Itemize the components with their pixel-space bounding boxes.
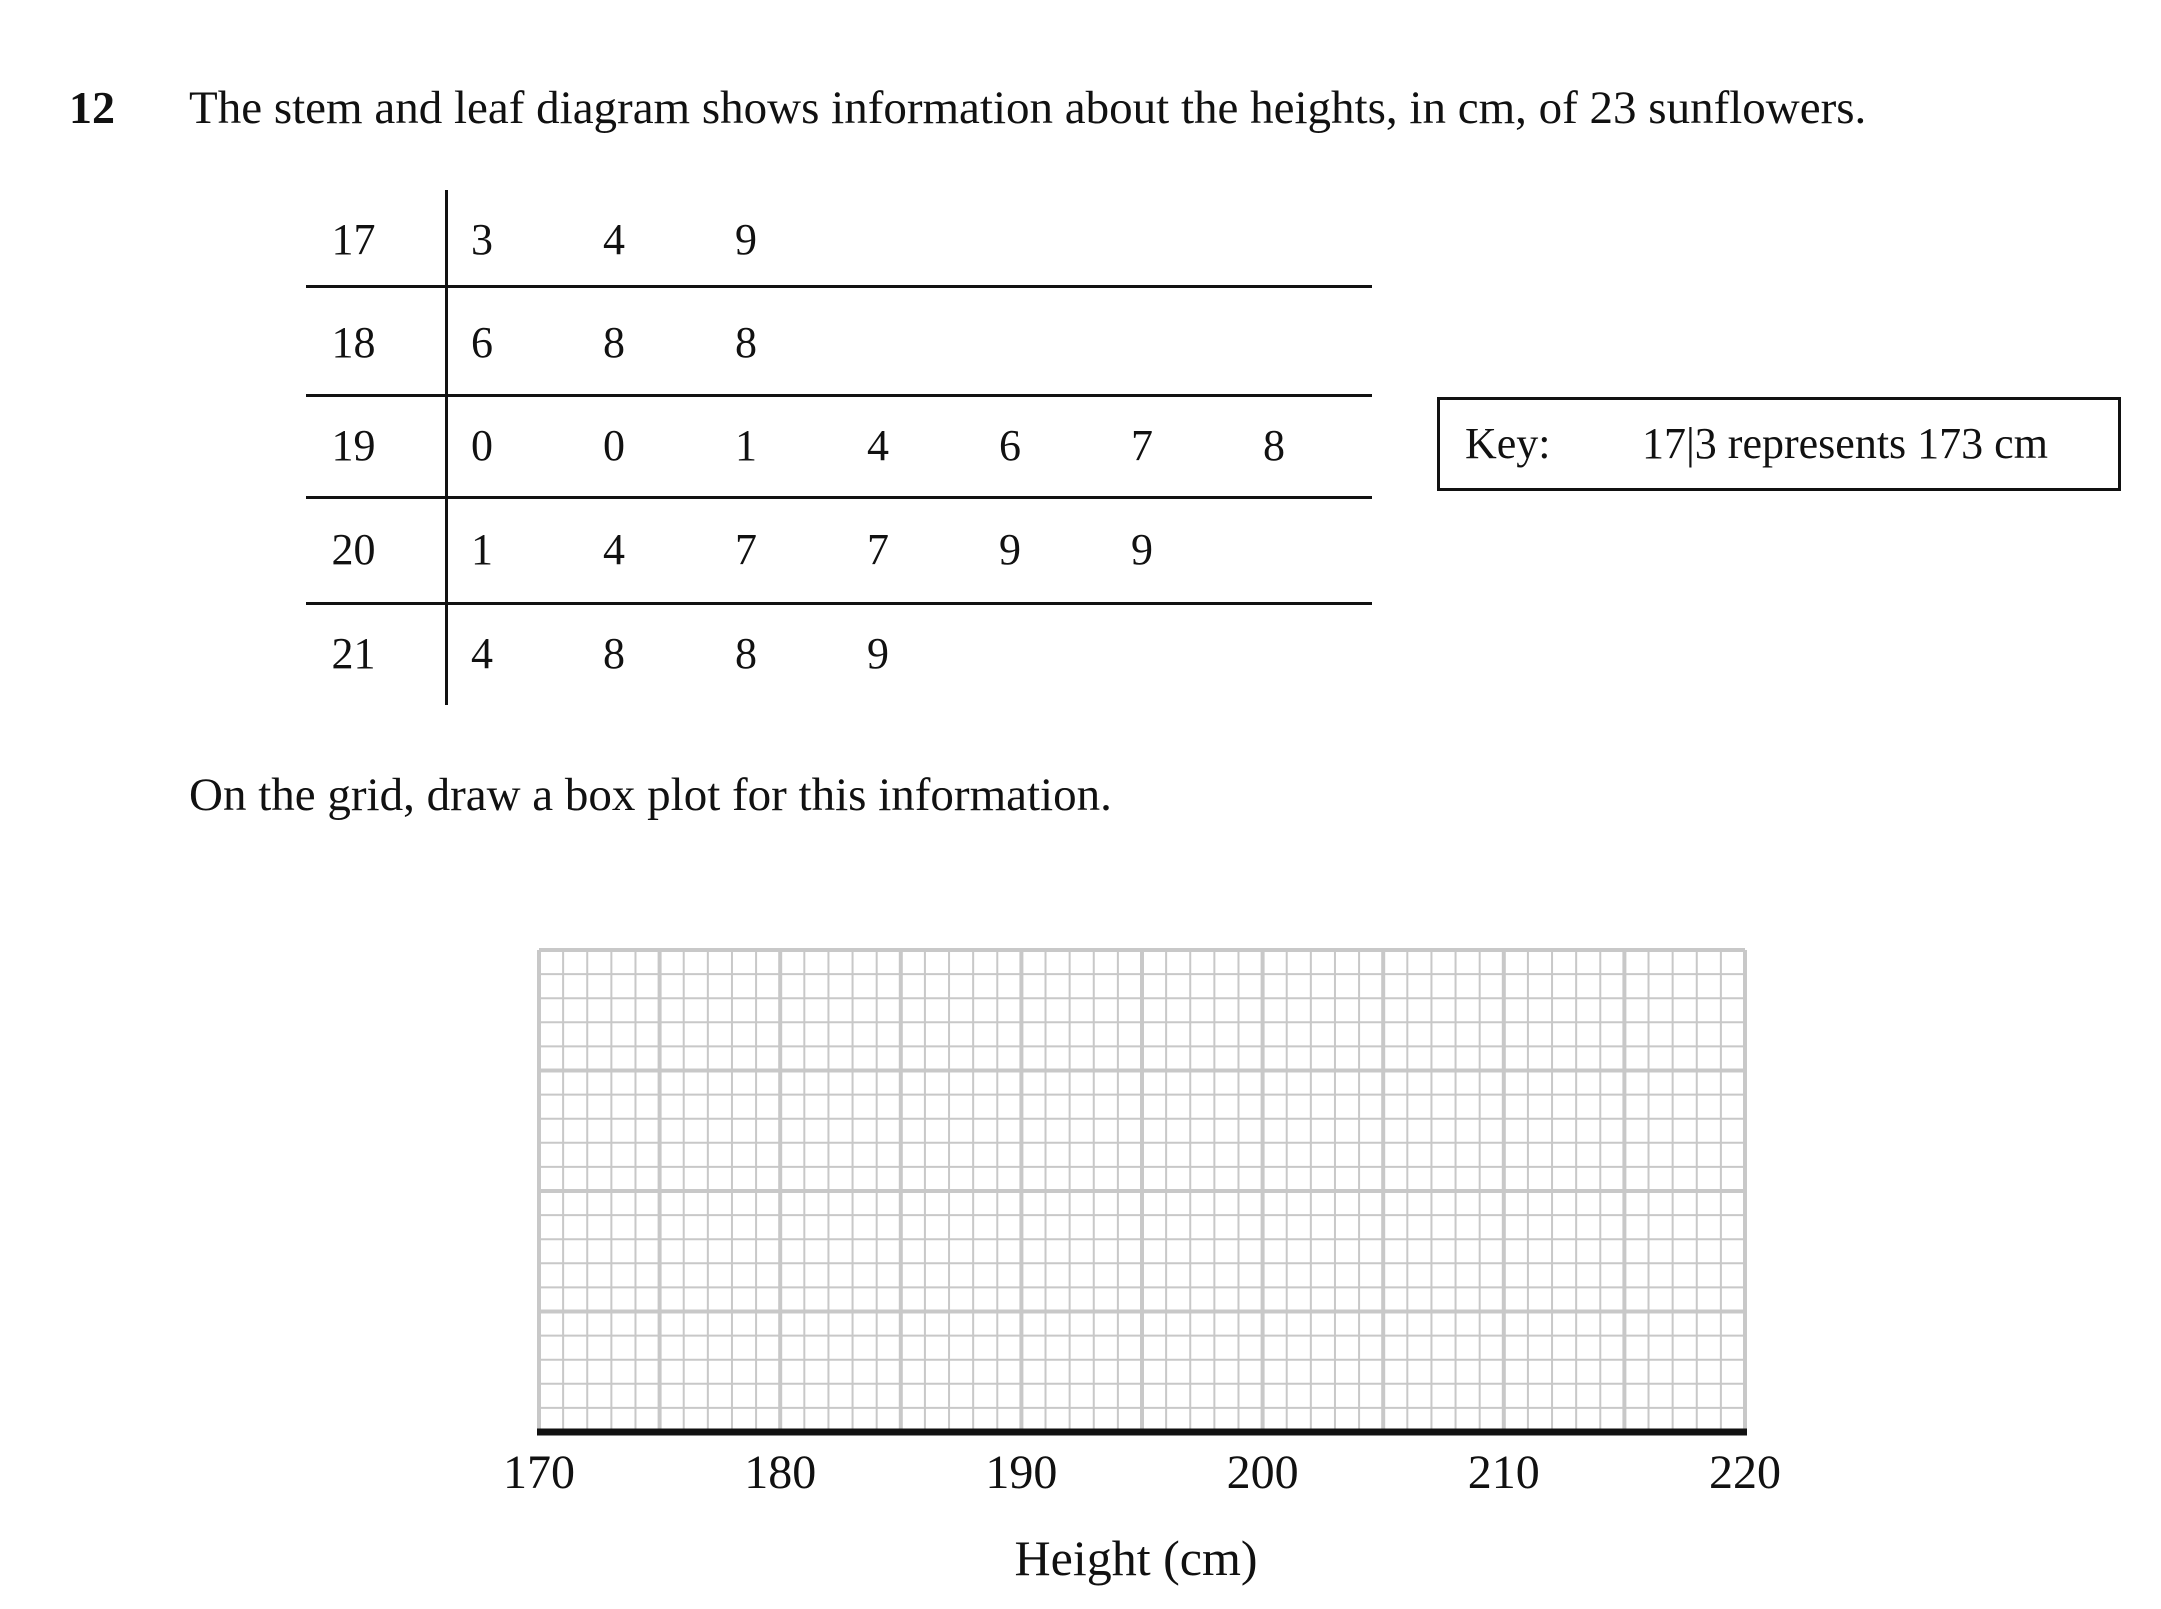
leaf-value: 1 xyxy=(735,421,757,470)
instruction-text: On the grid, draw a box plot for this information. xyxy=(189,769,1112,821)
x-tick-label: 180 xyxy=(744,1446,817,1499)
stem-value: 17 xyxy=(331,215,376,264)
key-text: 17|3 represents 173 cm xyxy=(1642,419,2048,468)
x-tick-label: 200 xyxy=(1226,1446,1299,1499)
x-tick-label: 210 xyxy=(1467,1446,1540,1499)
key-label: Key: xyxy=(1465,419,1551,468)
leaf-value: 4 xyxy=(603,525,625,574)
leaf-value: 7 xyxy=(1131,421,1153,470)
leaf-value: 6 xyxy=(999,421,1021,470)
leaf-value: 9 xyxy=(999,525,1021,574)
stem-value: 21 xyxy=(331,629,376,678)
leaf-value: 3 xyxy=(471,215,493,264)
leaf-value: 9 xyxy=(867,629,889,678)
x-tick-label: 170 xyxy=(503,1446,575,1499)
stem-value: 20 xyxy=(331,525,376,574)
leaf-value: 7 xyxy=(735,525,757,574)
leaf-value: 0 xyxy=(471,421,493,470)
leaf-value: 4 xyxy=(867,421,889,470)
x-tick-label: 220 xyxy=(1709,1446,1781,1499)
leaf-value: 4 xyxy=(471,629,493,678)
question-number: 12 xyxy=(69,82,115,133)
stem-value: 18 xyxy=(331,318,376,367)
x-tick-label: 190 xyxy=(985,1446,1058,1499)
stem-value: 19 xyxy=(331,421,376,470)
leaf-value: 0 xyxy=(603,421,625,470)
leaf-value: 9 xyxy=(1131,525,1153,574)
leaf-value: 8 xyxy=(1263,421,1285,470)
leaf-value: 4 xyxy=(603,215,625,264)
leaf-value: 6 xyxy=(471,318,493,367)
x-axis-title: Height (cm) xyxy=(1014,1530,1258,1586)
leaf-value: 9 xyxy=(735,215,757,264)
question-text: The stem and leaf diagram shows information about the heights, in cm, of 23 sunflowers. xyxy=(189,82,1867,134)
leaf-value: 8 xyxy=(735,629,757,678)
leaf-value: 8 xyxy=(603,629,625,678)
leaf-value: 7 xyxy=(867,525,889,574)
leaf-value: 8 xyxy=(735,318,757,367)
leaf-value: 1 xyxy=(471,525,493,574)
leaf-value: 8 xyxy=(603,318,625,367)
